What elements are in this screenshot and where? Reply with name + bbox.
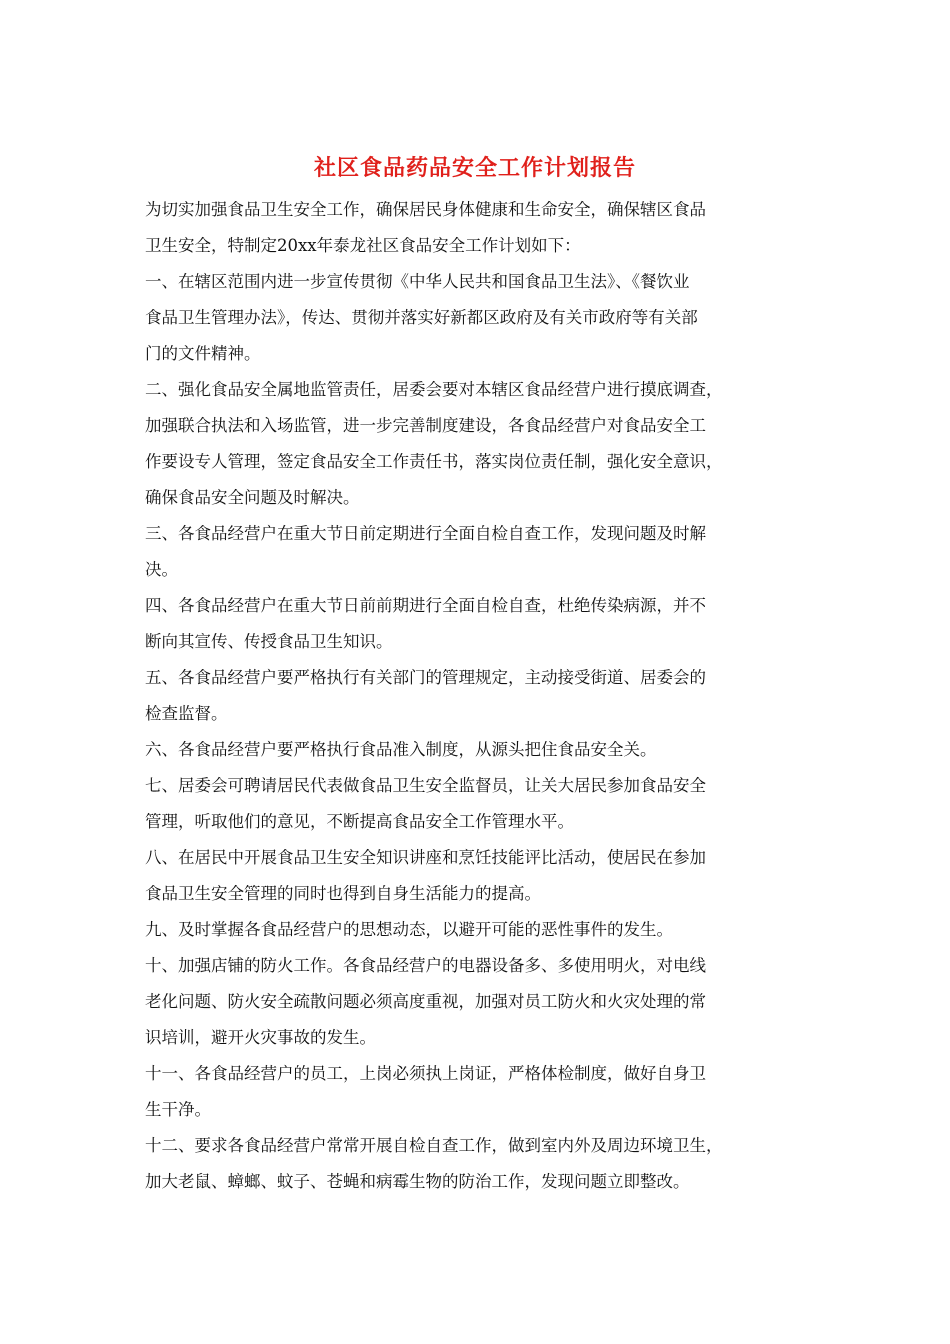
body-line: 六、各食品经营户要严格执行食品准入制度，从源头把住食品安全关。 xyxy=(145,740,657,759)
body-line: 食品卫生安全管理的同时也得到自身生活能力的提高。 xyxy=(145,884,541,903)
body-line: 老化问题、防火安全疏散问题必须高度重视，加强对员工防火和火灾处理的常 xyxy=(145,992,706,1011)
body-line: 十二、要求各食品经营户常常开展自检自查工作，做到室内外及周边环境卫生， xyxy=(145,1136,723,1155)
body-line: 管理，听取他们的意见，不断提高食品安全工作管理水平。 xyxy=(145,812,574,831)
body-line: 八、在居民中开展食品卫生安全知识讲座和烹饪技能评比活动，使居民在参加 xyxy=(145,848,706,867)
body-line: 七、居委会可聘请居民代表做食品卫生安全监督员，让关大居民参加食品安全 xyxy=(145,776,706,795)
body-line: 九、及时掌握各食品经营户的思想动态，以避开可能的恶性事件的发生。 xyxy=(145,920,673,939)
body-line: 五、各食品经营户要严格执行有关部门的管理规定，主动接受街道、居委会的 xyxy=(145,668,706,687)
body-line: 卫生安全，特制定20xx年泰龙社区食品安全工作计划如下： xyxy=(145,236,581,255)
body-line: 十一、各食品经营户的员工，上岗必须执上岗证，严格体检制度，做好自身卫 xyxy=(145,1064,706,1083)
body-line: 门的文件精神。 xyxy=(145,344,261,363)
body-line: 加大老鼠、蟑螂、蚊子、苍蝇和病霉生物的防治工作，发现问题立即整改。 xyxy=(145,1172,690,1191)
document-title: 社区食品药品安全工作计划报告 xyxy=(313,155,636,181)
body-line: 生干净。 xyxy=(145,1100,211,1119)
body-line: 决。 xyxy=(145,560,178,579)
body-line: 作要设专人管理，签定食品安全工作责任书，落实岗位责任制，强化安全意识， xyxy=(145,452,723,471)
body-line: 食品卫生管理办法》，传达、贯彻并落实好新都区政府及有关市政府等有关部 xyxy=(145,308,698,327)
body-line: 加强联合执法和入场监管，进一步完善制度建设，各食品经营户对食品安全工 xyxy=(145,416,706,435)
body-line: 检查监督。 xyxy=(145,704,228,723)
document-body xyxy=(145,192,815,1200)
body-line: 三、各食品经营户在重大节日前定期进行全面自检自查工作，发现问题及时解 xyxy=(145,524,706,543)
body-line: 断向其宣传、传授食品卫生知识。 xyxy=(145,632,393,651)
body-line: 确保食品安全问题及时解决。 xyxy=(145,488,360,507)
body-line: 一、在辖区范围内进一步宣传贯彻《中华人民共和国食品卫生法》、《餐饮业 xyxy=(145,272,690,291)
body-line: 识培训，避开火灾事故的发生。 xyxy=(145,1028,376,1047)
body-line: 二、强化食品安全属地监管责任，居委会要对本辖区食品经营户进行摸底调查， xyxy=(145,380,723,399)
body-line: 十、加强店铺的防火工作。各食品经营户的电器设备多、多使用明火，对电线 xyxy=(145,956,706,975)
body-line: 四、各食品经营户在重大节日前前期进行全面自检自查，杜绝传染病源，并不 xyxy=(145,596,706,615)
body-line: 为切实加强食品卫生安全工作，确保居民身体健康和生命安全，确保辖区食品 xyxy=(145,200,706,219)
